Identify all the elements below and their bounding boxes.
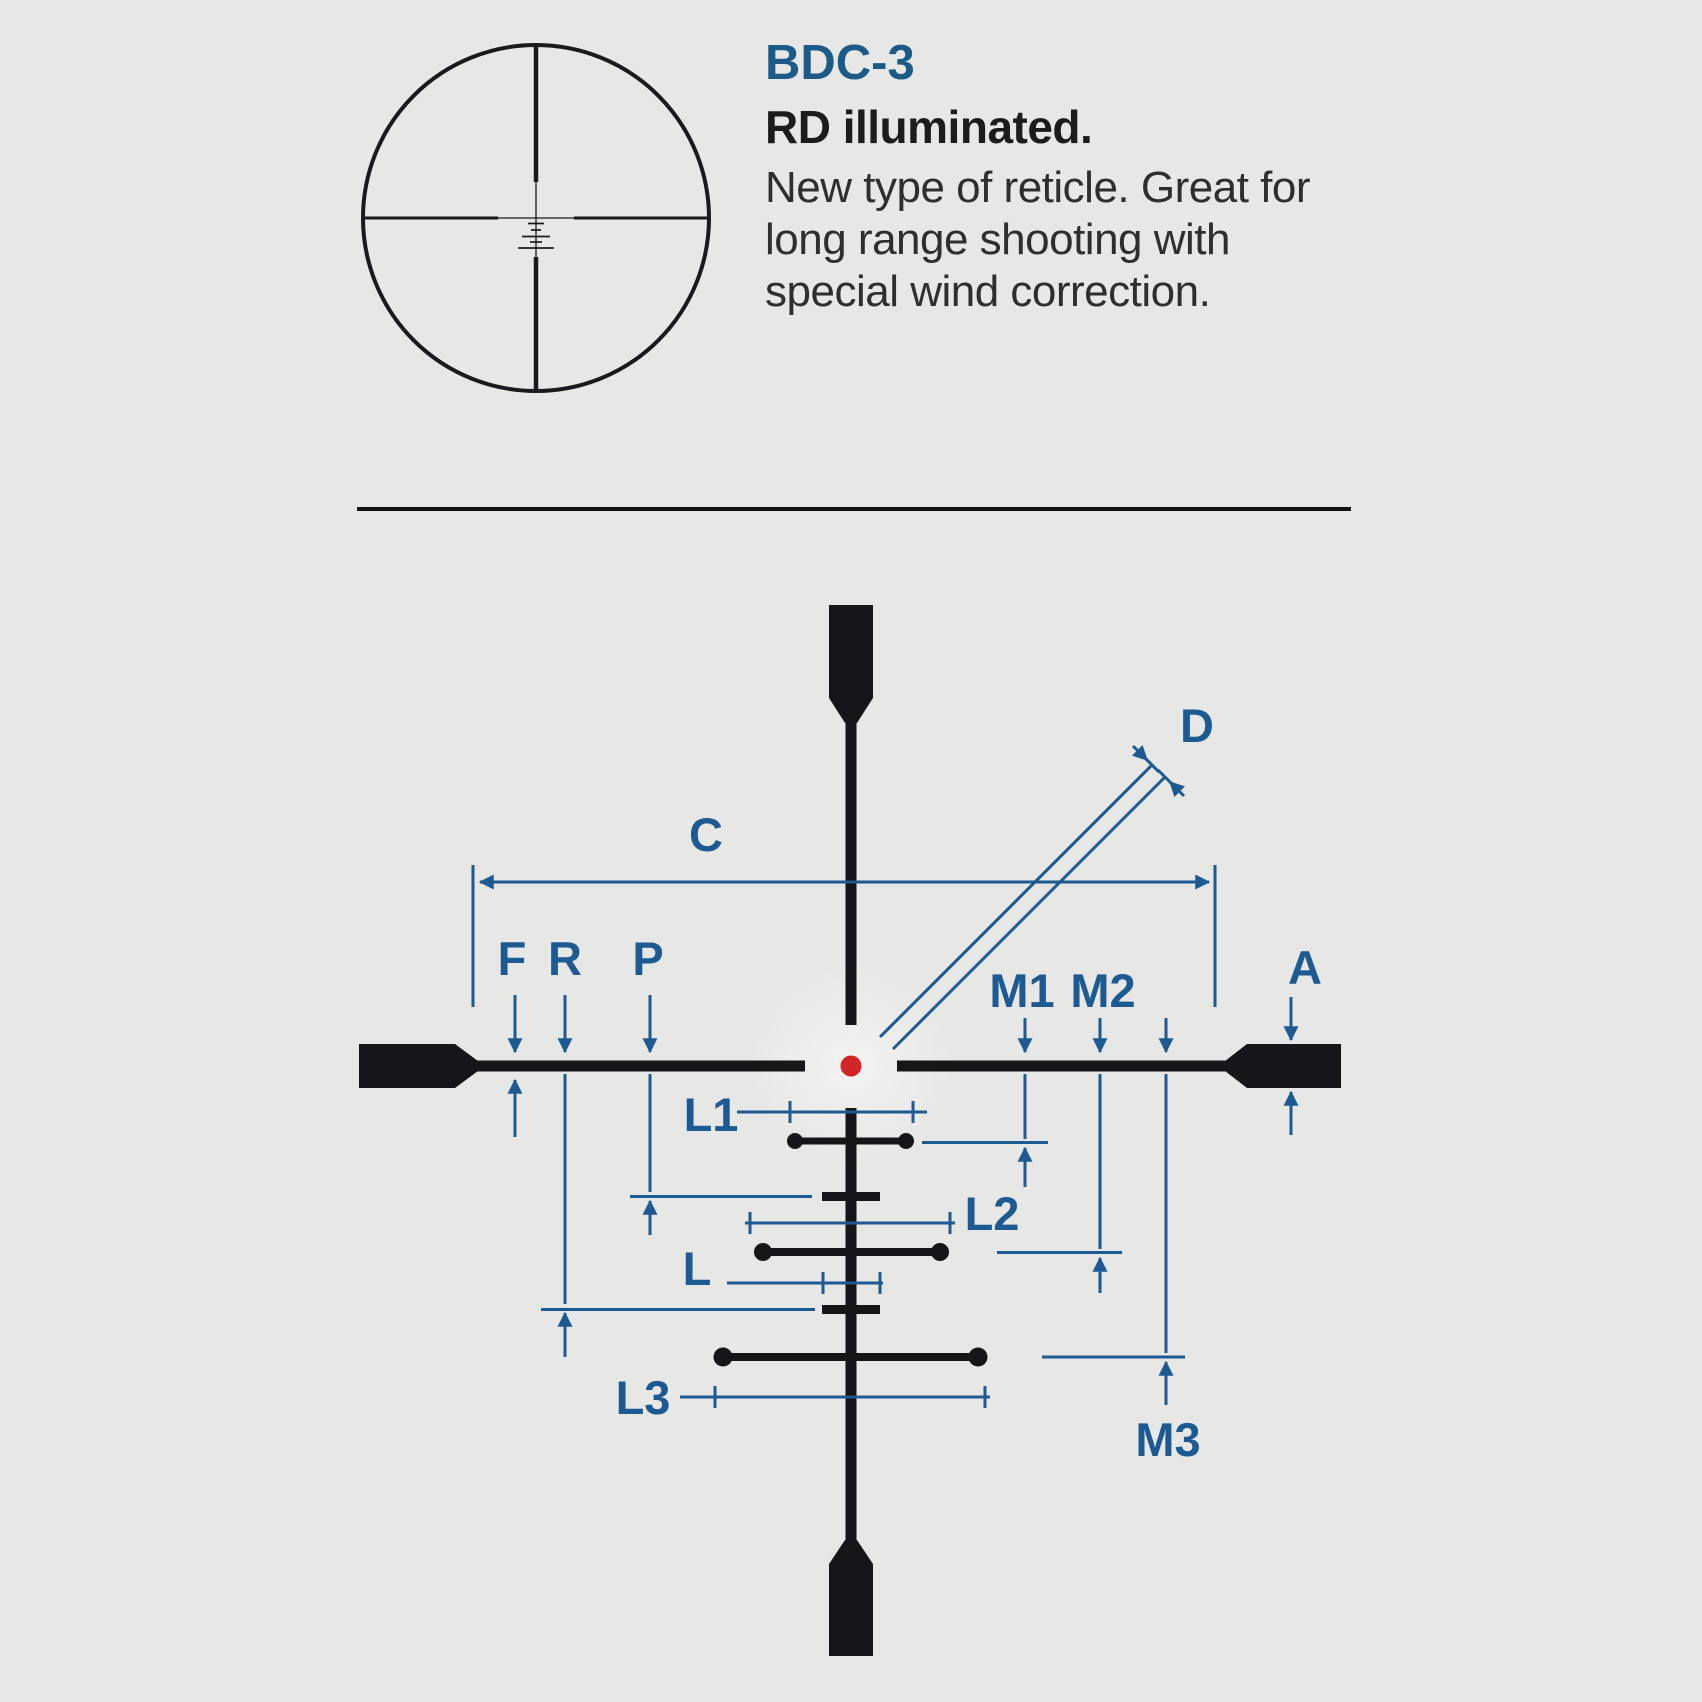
wire-horizontal-left — [477, 1061, 805, 1072]
dim-l3 — [680, 1386, 990, 1408]
post-right — [1225, 1044, 1341, 1088]
reticle-subtitle: RD illuminated. — [765, 101, 1093, 154]
dim-label-m2: M2 — [1070, 964, 1136, 1017]
dim-d-arrow-upper — [1133, 746, 1147, 760]
dim-label-r: R — [548, 932, 582, 985]
dim-label-a: A — [1288, 941, 1322, 994]
wire-vertical-upper — [846, 721, 857, 1025]
page-title: BDC-3 — [765, 36, 915, 90]
post-left — [359, 1044, 478, 1088]
dim-label-l3: L3 — [615, 1371, 671, 1424]
illuminated-center-dot — [841, 1056, 862, 1077]
description-line: long range shooting with — [765, 214, 1230, 264]
description-line: New type of reticle. Great for — [765, 162, 1310, 212]
post-top — [829, 605, 873, 723]
dim-label-c: C — [689, 808, 723, 861]
wire-horizontal-right — [897, 1061, 1225, 1072]
dim-label-m1: M1 — [989, 964, 1055, 1017]
dim-label-d: D — [1180, 699, 1214, 752]
reticle-thumbnail — [363, 45, 709, 391]
dim-label-l: L — [682, 1242, 712, 1295]
dim-l — [727, 1272, 883, 1294]
wire-vertical-lower — [846, 1108, 857, 1542]
dim-label-l1: L1 — [683, 1088, 739, 1141]
reticle-geometry — [359, 605, 1341, 1656]
dim-label-l2: L2 — [964, 1187, 1020, 1240]
dim-label-p: P — [632, 932, 664, 985]
dim-label-m3: M3 — [1135, 1413, 1201, 1466]
holdover-tick-3 — [822, 1305, 880, 1314]
dim-label-f: F — [497, 932, 527, 985]
holdover-tick-2 — [822, 1192, 880, 1201]
dim-d-arrow-lower — [1170, 782, 1184, 796]
description-line: special wind correction. — [765, 266, 1211, 316]
post-bottom — [829, 1540, 873, 1656]
reticle-diagram — [359, 605, 1341, 1656]
